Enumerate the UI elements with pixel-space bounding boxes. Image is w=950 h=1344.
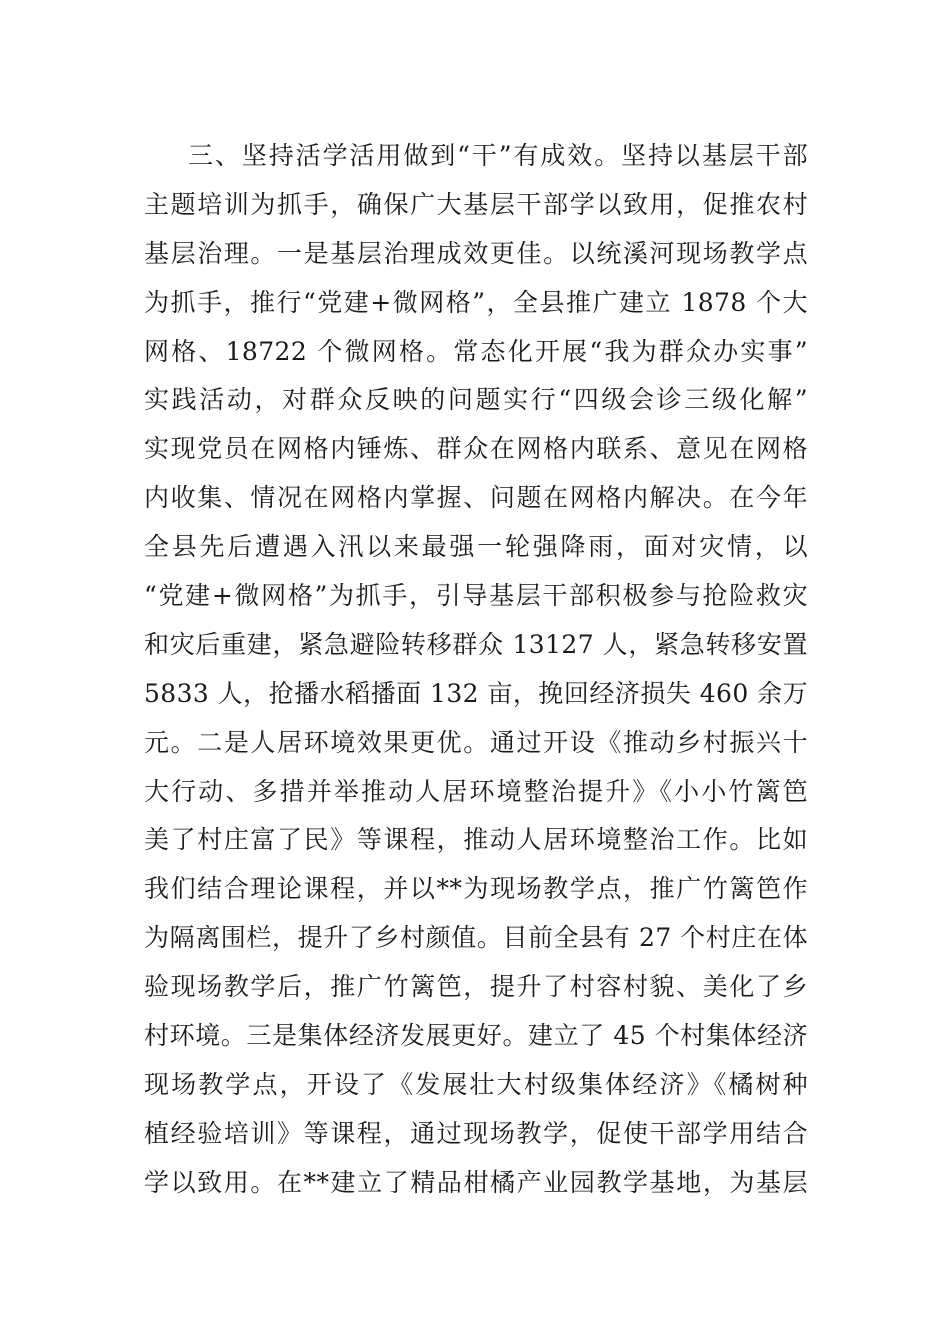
paragraph-line: 村环境。三是集体经济发展更好。建立了 45 个村集体经济 [144,1021,808,1051]
paragraph-line: 为隔离围栏，提升了乡村颜值。目前全县有 27 个村庄在体 [144,923,808,953]
paragraph-line: 美了村庄富了民》等课程，推动人居环境整治工作。比如 [144,825,808,855]
paragraph-line: 网格、18722 个微网格。常态化开展“我为群众办实事” [144,336,808,366]
paragraph-line: “党建+微网格”为抓手，引导基层干部积极参与抢险救灾 [144,581,808,611]
paragraph-line: 验现场教学后，推广竹篱笆，提升了村容村貌、美化了乡 [144,972,808,1002]
paragraph-line: 基层治理。一是基层治理成效更佳。以统溪河现场教学点 [144,238,808,268]
paragraph-line: 大行动、多措并举推动人居环境整治提升》《小小竹篱笆 [144,776,808,806]
paragraph-line: 元。二是人居环境效果更优。通过开设《推动乡村振兴十 [144,727,808,757]
paragraph-line: 内收集、情况在网格内掌握、问题在网格内解决。在今年 [144,483,808,513]
paragraph-line: 三、坚持活学活用做到“干”有成效。坚持以基层干部 [188,141,808,170]
paragraph-line: 学以致用。在**建立了精品柑橘产业园教学基地，为基层 [144,1167,808,1197]
paragraph-line: 为抓手，推行“党建+微网格”，全县推广建立 1878 个大 [144,287,808,317]
paragraph-line: 我们结合理论课程，并以**为现场教学点，推广竹篱笆作 [144,874,808,904]
paragraph [144,132,808,1208]
paragraph-line: 实践活动，对群众反映的问题实行“四级会诊三级化解” [144,385,808,415]
paragraph-line: 5833 人，抢播水稻播面 132 亩，挽回经济损失 460 余万 [144,678,808,708]
paragraph-line: 和灾后重建，紧急避险转移群众 13127 人，紧急转移安置 [144,629,808,659]
paragraph-line: 全县先后遭遇入汛以来最强一轮强降雨，面对灾情，以 [144,532,808,562]
paragraph-line: 植经验培训》等课程，通过现场教学，促使干部学用结合 [144,1118,808,1148]
paragraph-line: 实现党员在网格内锤炼、群众在网格内联系、意见在网格 [144,434,808,464]
paragraph-line: 现场教学点，开设了《发展壮大村级集体经济》《橘树种 [144,1069,808,1099]
paragraph-line: 主题培训为抓手，确保广大基层干部学以致用，促推农村 [144,189,808,219]
